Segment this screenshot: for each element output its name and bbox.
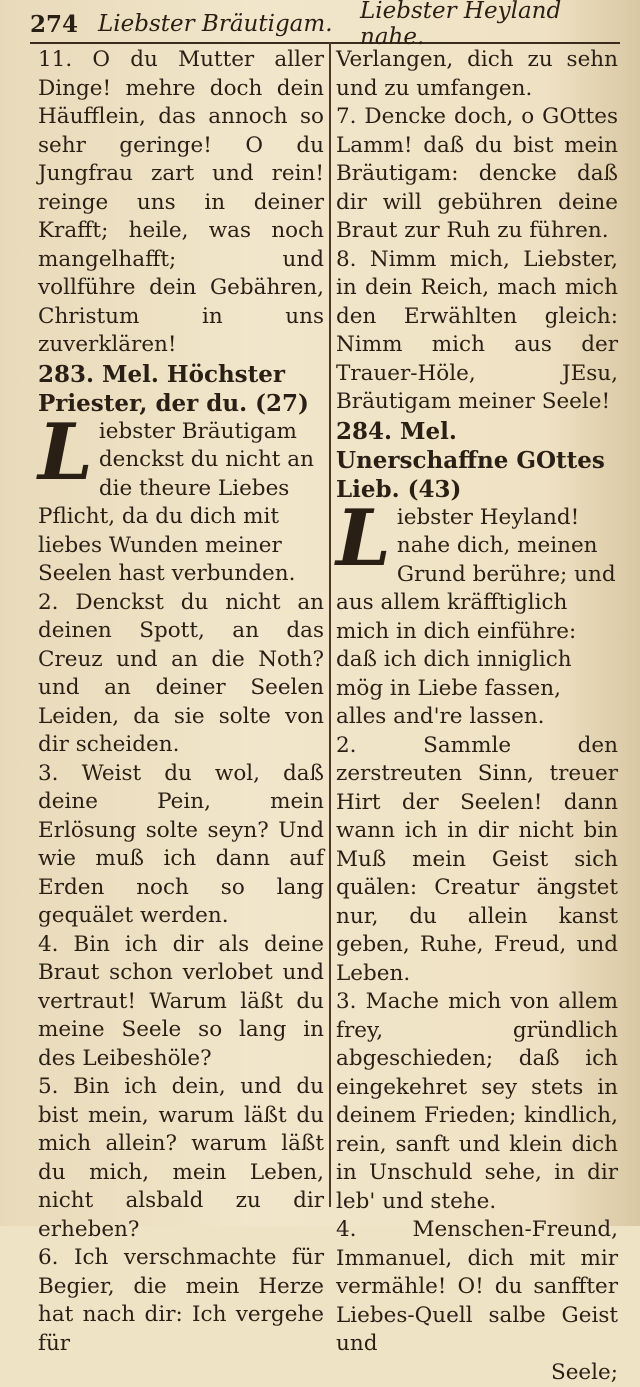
- stanza-4: 4. Bin ich dir als deine Braut schon verlobet und vertraut! Warum läßt du meine Seele so lang in des Leibeshöle?: [38, 931, 324, 1074]
- incipit-text: iebster Heyland! nahe dich, meinen Grund berühre; und aus allem kräfftiglich mich in dich einführe: daß ich dich inniglich mög in Liebe fassen, alles and're lassen.: [336, 505, 616, 730]
- stanza-4: 4. Menschen-Freund, Immanuel, dich mit mir vermähle! O! du sanffter Liebes-Quell salbe Geist und: [336, 1216, 618, 1359]
- stanza-8: 8. Nimm mich, Liebster, in dein Reich, mach mich den Erwählten gleich: Nimm mich aus der Trauer-Höle, JEsu, Bräutigam meiner Seele!: [336, 246, 618, 417]
- right-column: [336, 46, 618, 1206]
- catchword: Seele;: [336, 1359, 618, 1387]
- column-divider: [329, 42, 331, 1207]
- stanza-6: 6. Ich verschmachte für Begier, die mein Herze hat nach dir: Ich vergehe für: [38, 1244, 324, 1358]
- stanza-2: 2. Denckst du nicht an deinen Spott, an das Creuz und an die Noth? und an deiner Seelen Leiden, da sie solte von dir scheiden.: [38, 589, 324, 760]
- drop-cap: L: [336, 506, 391, 572]
- hymn-283-heading: 283. Mel. Höchster Priester, der du. (27): [38, 360, 324, 418]
- drop-cap: L: [38, 420, 93, 486]
- left-running-title: Liebster Bräutigam.: [98, 11, 360, 37]
- right-running-title: Liebster Heyland nahe.: [360, 0, 620, 50]
- hymn-283-incipit: [38, 418, 324, 589]
- stanza-6-continued: Verlangen, dich zu sehn und zu umfangen.: [336, 46, 618, 103]
- stanza-5: 5. Bin ich dein, und du bist mein, warum läßt du mich allein? warum läßt du mich, mein Leben, nicht alsbald zu dir erheben?: [38, 1073, 324, 1244]
- incipit-text: iebster Bräutigam denckst du nicht an die theure Liebes Pflicht, da du dich mit liebes Wunden meiner Seelen hast verbunden.: [38, 419, 314, 587]
- left-column: [38, 46, 324, 1206]
- stanza-2: 2. Sammle den zerstreuten Sinn, treuer Hirt der Seelen! dann wann ich in dir nicht bin Muß mein Geist sich quälen: Creatur ängstet nur, du allein kanst geben, Ruhe, Freud, und Leben.: [336, 732, 618, 989]
- hymn-284-incipit: [336, 504, 618, 732]
- stanza-3: 3. Weist du wol, daß deine Pein, mein Erlösung solte seyn? Und wie muß ich dann auf Erden noch so lang gequälet werden.: [38, 760, 324, 931]
- stanza-11: 11. O du Mutter aller Dinge! mehre doch dein Häufflein, das annoch so sehr geringe! O du Jungfrau zart und rein! reinge uns in deiner Krafft; heile, was noch mangelhafft; und vollführe dein Gebähren, Christum in uns zuverklären!: [38, 46, 324, 360]
- stanza-7: 7. Dencke doch, o GOttes Lamm! daß du bist mein Bräutigam: dencke daß dir will gebühren deine Braut zur Ruh zu führen.: [336, 103, 618, 246]
- page-number: 274: [30, 11, 98, 38]
- running-header: [30, 6, 620, 44]
- stanza-3: 3. Mache mich von allem frey, gründlich abgeschieden; daß ich eingekehret sey stets in deinem Frieden; kindlich, rein, sanft und klein dich in Unschuld sehe, in dir leb' und stehe.: [336, 988, 618, 1216]
- hymn-284-heading: 284. Mel. Unerschaffne GOttes Lieb. (43): [336, 417, 618, 504]
